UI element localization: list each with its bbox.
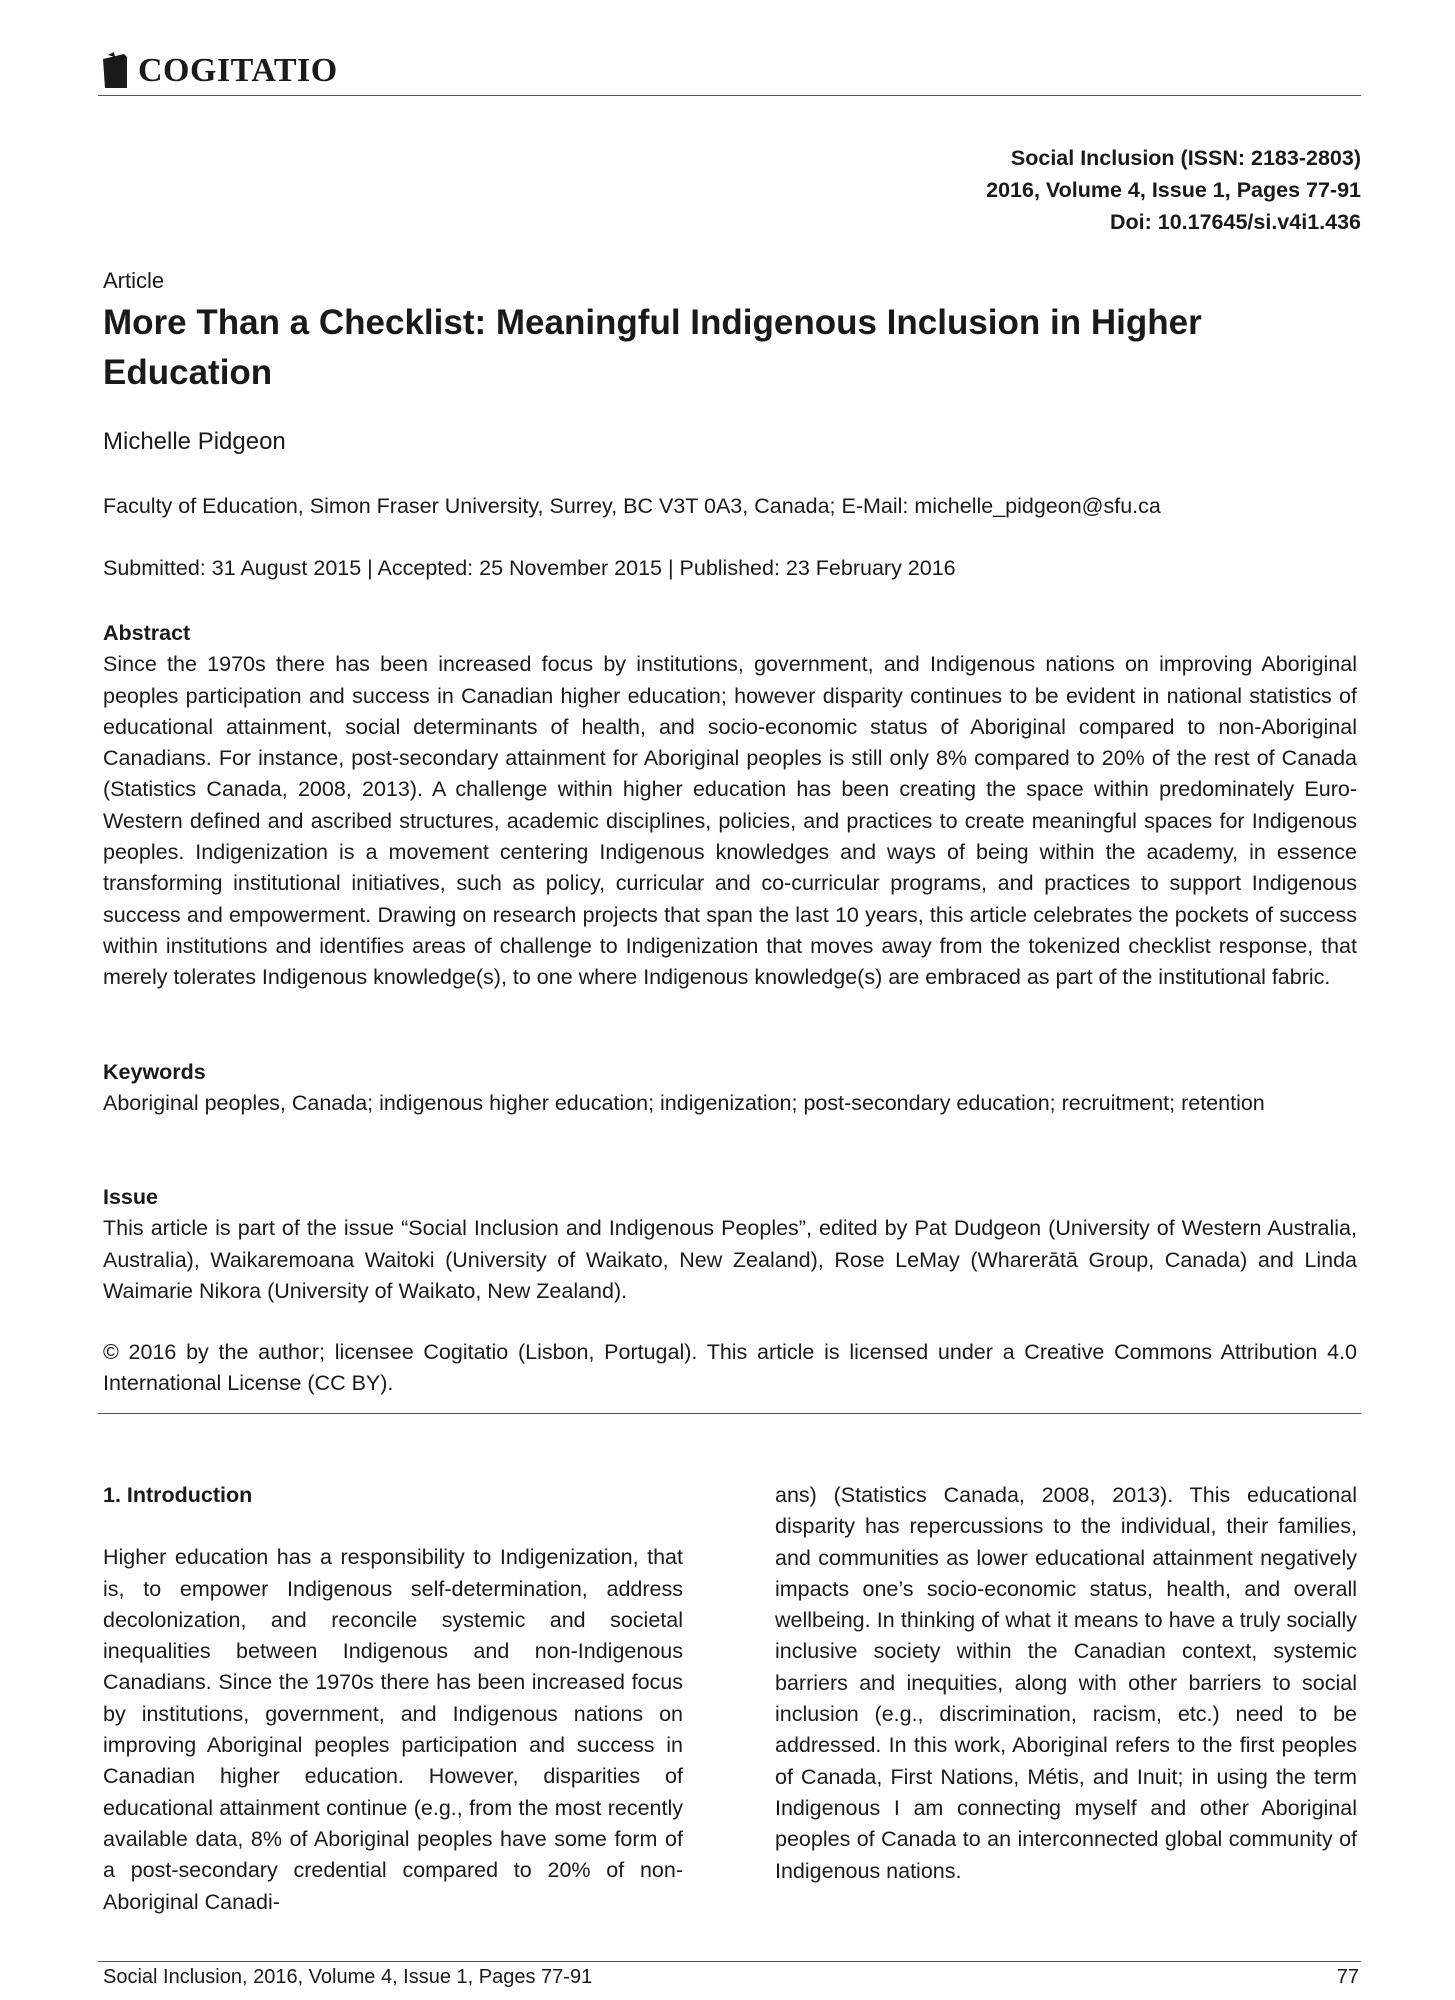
footer-rule [98,1961,1361,1962]
introduction-text-left: Higher education has a responsibility to Indigenization, that is, to empower Indigenous self-determination, address decolonization, and reconcile systemic and societal inequalities between Indigenous and non-Indigenous Canadians. Since the 1970s there has been increased focus by institutions, government, and Indigenous nations on improving Aboriginal peoples participation and success in Canadian higher education. However, disparities of educational attainment continue (e.g., from the most recently available data, 8% of Aboriginal peoples have some form of a post-secondary credential compared to 20% of non-Aboriginal Canadi- [103,1545,683,1914]
issue-heading: Issue [103,1185,158,1209]
publisher-logo [100,46,338,96]
journal-doi: Doi: 10.17645/si.v4i1.436 [1109,210,1361,234]
article-type: Article [103,268,165,293]
abstract-section [103,618,1357,994]
keywords-section [103,1057,1357,1120]
journal-volume: 2016, Volume 4, Issue 1, Pages 77-91 [986,178,1361,202]
author-affiliation: Faculty of Education, Simon Fraser University, Surrey, BC V3T 0A3, Canada; E-Mail: michelle_pidgeon@sfu.ca [103,494,1161,518]
keywords-heading: Keywords [103,1060,206,1084]
body-right-column [775,1480,1357,1887]
journal-name: Social Inclusion (ISSN: 2183-2803) [1010,146,1361,170]
body-left-column [103,1480,683,1918]
journal-info [986,142,1361,238]
introduction-text-right: ans) (Statistics Canada, 2008, 2013). This educational disparity has repercussions to the individual, their families, and communities as lower educational attainment negatively impacts one’s socio-economic status, health, and overall wellbeing. In thinking of what it means to have a truly socially inclusive society within the Canadian context, systemic barriers and inequities, along with other barriers to social inclusion (e.g., discrimination, racism, etc.) need to be addressed. In this work, Aboriginal refers to the first peoples of Canada, First Nations, Métis, and Inuit; in using the term Indigenous I am connecting myself and other Aboriginal peoples of Canada to an interconnected global community of Indigenous nations. [775,1483,1357,1883]
license-text: © 2016 by the author; licensee Cogitatio (Lisbon, Portugal). This article is licensed under a Creative Commons Attribution 4.0 International License (CC BY). [103,1340,1357,1396]
book-logo-icon [100,51,130,91]
issue-section [103,1182,1357,1307]
section-rule [98,1413,1361,1414]
issue-text: This article is part of the issue “Social Inclusion and Indigenous Peoples”, edited by Pat Dudgeon (University of Western Australia, Australia), Waikaremoana Waitoki (University of Waikato, New Zealand), Rose LeMay (Wharerātā Group, Canada) and Linda Waimarie Nikora (University of Waikato, New Zealand). [103,1216,1357,1303]
introduction-heading: 1. Introduction [103,1483,253,1507]
publication-dates: Submitted: 31 August 2015 | Accepted: 25 November 2015 | Published: 23 February 2016 [103,556,956,580]
author-name: Michelle Pidgeon [103,428,286,455]
keywords-text: Aboriginal peoples, Canada; indigenous higher education; indigenization; post-secondary education; recruitment; retention [103,1091,1265,1116]
article-title: More Than a Checklist: Meaningful Indigenous Inclusion in Higher Education [103,303,1202,392]
footer-citation: Social Inclusion, 2016, Volume 4, Issue 1, Pages 77-91 [103,1966,593,1988]
abstract-text: Since the 1970s there has been increased focus by institutions, government, and Indigenous nations on improving Aboriginal peoples participation and success in Canadian higher education; however disparity continues to be evident in national statistics of educational attainment, social determinants of health, and socio-economic status of Aboriginal compared to non-Aboriginal Canadians. For instance, post-secondary attainment for Aboriginal peoples is still only 8% compared to 20% of the rest of Canada (Statistics Canada, 2008, 2013). A challenge within higher education has been creating the space within predominately Euro-Western defined and ascribed structures, academic disciplines, policies, and practices to create meaningful spaces for Indigenous peoples. Indigenization is a movement centering Indigenous knowledges and ways of being within the academy, in essence transforming institutional initiatives, such as policy, curricular and co-curricular programs, and practices to support Indigenous success and empowerment. Drawing on research projects that span the last 10 years, this article celebrates the pockets of success within institutions and identifies areas of challenge to Indigenization that moves away from the tokenized checklist response, that merely tolerates Indigenous knowledge(s), to one where Indigenous knowledge(s) are embraced as part of the institutional fabric. [103,652,1357,990]
page-number: 77 [1336,1966,1359,1988]
publisher-name: COGITATIO [138,52,338,89]
header-rule [98,95,1361,96]
abstract-heading: Abstract [103,621,191,645]
